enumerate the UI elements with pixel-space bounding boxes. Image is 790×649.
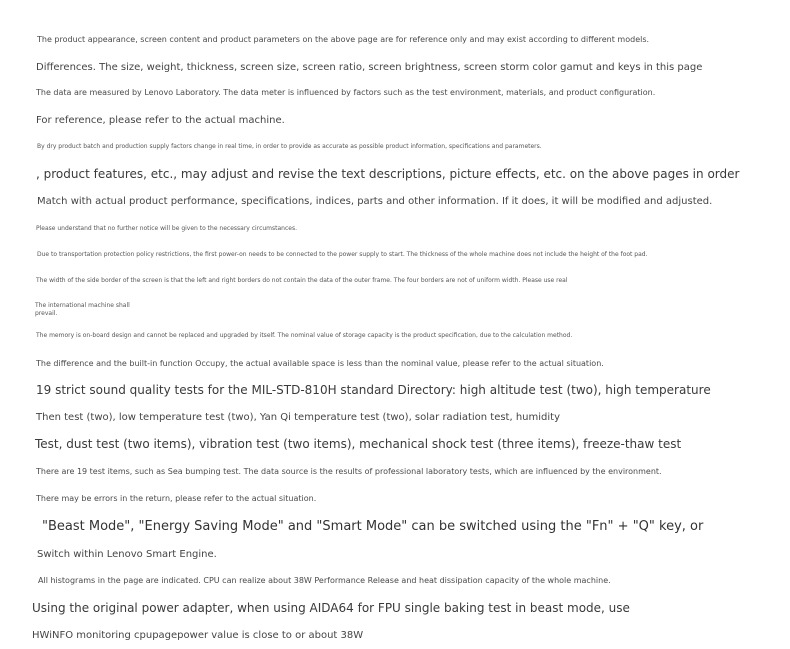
disclaimer-line-13: The memory is on-board design and cannot be replaced and upgraded by itself. The nominal value of storage capacity is the product specification, due to the calculation method. — [36, 332, 573, 339]
disclaimer-line-18: There are 19 test items, such as Sea bumping test. The data source is the results of professional laboratory tests, which are influenced by the environment. — [36, 467, 662, 476]
disclaimer-line-23: Using the original power adapter, when using AIDA64 for FPU single baking test in beast mode, use — [32, 601, 630, 615]
disclaimer-line-16: Then test (two), low temperature test (two), Yan Qi temperature test (two), solar radiation test, humidity — [36, 412, 560, 423]
disclaimer-line-19: There may be errors in the return, please refer to the actual situation. — [36, 494, 317, 503]
disclaimer-line-12: prevail. — [35, 310, 58, 317]
disclaimer-line-7: Match with actual product performance, specifications, indices, parts and other information. If it does, it will be modified and adjusted. — [37, 196, 713, 207]
disclaimer-line-4: For reference, please refer to the actual machine. — [36, 115, 285, 126]
disclaimer-line-1: The product appearance, screen content and product parameters on the above page are for reference only and may exist according to different models. — [37, 35, 650, 44]
disclaimer-line-8: Please understand that no further notice will be given to the necessary circumstances. — [36, 225, 297, 232]
disclaimer-line-21: Switch within Lenovo Smart Engine. — [37, 549, 217, 560]
disclaimer-line-6: , product features, etc., may adjust and revise the text descriptions, picture effects, etc. on the above pages in order — [36, 167, 740, 181]
disclaimer-line-17: Test, dust test (two items), vibration test (two items), mechanical shock test (three items), freeze-thaw test — [35, 437, 682, 451]
disclaimer-line-5: By dry product batch and production supply factors change in real time, in order to provide as accurate as possible product information, specifications and parameters. — [37, 143, 542, 150]
disclaimer-line-14: The difference and the built-in function Occupy, the actual available space is less than the nominal value, please refer to the actual situation. — [36, 359, 604, 368]
disclaimer-line-9: Due to transportation protection policy restrictions, the first power-on needs to be connected to the power supply to start. The thickness of the whole machine does not include the height of the foot pad. — [37, 251, 648, 258]
disclaimer-line-11: The international machine shall — [35, 302, 130, 309]
disclaimer-line-10: The width of the side border of the screen is that the left and right borders do not contain the data of the outer frame. The four borders are not of uniform width. Please use real — [36, 277, 568, 284]
disclaimer-line-24: HWiNFO monitoring cpupagepower value is close to or about 38W — [32, 630, 364, 641]
disclaimer-line-15: 19 strict sound quality tests for the MIL-STD-810H standard Directory: high altitude test (two), high temperature — [36, 383, 711, 397]
disclaimer-line-2: Differences. The size, weight, thickness, screen size, screen ratio, screen brightness, screen storm color gamut and keys in this page — [36, 62, 703, 73]
disclaimer-line-3: The data are measured by Lenovo Laboratory. The data meter is influenced by factors such as the test environment, materials, and product configuration. — [36, 88, 656, 97]
disclaimer-line-22: All histograms in the page are indicated. CPU can realize about 38W Performance Release and heat dissipation capacity of the whole machine. — [38, 576, 611, 585]
disclaimer-line-20: "Beast Mode", "Energy Saving Mode" and "Smart Mode" can be switched using the "Fn" + "Q" key, or — [42, 519, 704, 534]
